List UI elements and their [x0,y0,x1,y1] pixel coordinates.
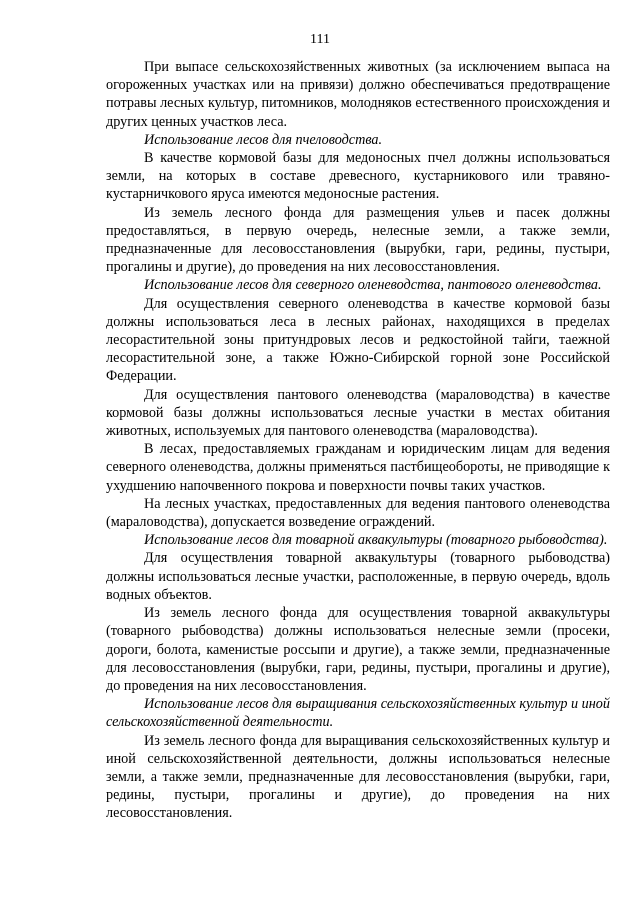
paragraph: Для осуществления пантового оленеводства (мараловодства) в качестве кормовой базы должны использоваться лесные участки в местах обитания животных, используемых для пантового оленеводства (мараловодства). [106,386,610,440]
section-heading: Использование лесов для товарной аквакультуры (товарного рыбоводства). [144,532,608,549]
section-heading: Использование лесов для выращивания сельскохозяйственных культур и иной сельскохозяйственной деятельности. [106,696,610,731]
page-number: 111 [310,32,330,47]
paragraph: При выпасе сельскохозяйственных животных (за исключением выпаса на огороженных участках или на привязи) должно обеспечиваться предотвращение потравы лесных культур, питомников, молодняков естественного происхождения и других ценных участков леса. [106,59,610,130]
section-heading: Использование лесов для северного оленеводства, пантового оленеводства. [144,277,602,294]
paragraph: Для осуществления товарной аквакультуры (товарного рыбоводства) должны использоваться лесные участки, расположенные, в первую очередь, вдоль водных объектов. [106,550,610,603]
section-heading: Использование лесов для пчеловодства. [144,131,383,148]
paragraph: Из земель лесного фонда для размещения ульев и пасек должны предоставляться, в первую очередь, нелесные земли, а также земли, предназначенные для лесовосстановления (вырубки, гари, редины, пустыри, прогалины и другие), до проведения на них лесовосстановления. [106,204,610,276]
paragraph: В лесах, предоставляемых гражданам и юридическим лицам для ведения северного оленеводства, должны применяться пастбищеобороты, не приводящие к ухудшению напочвенного покрова и поверхности почвы таких участков. [106,441,610,494]
paragraph: Из земель лесного фонда для осуществления товарной аквакультуры (товарного рыбоводства) должны использоваться нелесные земли (просеки, дороги, болота, каменистые россыпи и другие), а также земли, предназначенные для лесовосстановления (вырубки, гари, редины, пустыри, прогалины и другие), до проведения на них лесовосстановления. [106,605,610,694]
paragraph: В качестве кормовой базы для медоносных пчел должны использоваться земли, на которых в составе древесного, кустарникового или травяно-кустарничкового яруса имеются медоносные растения. [106,150,610,203]
paragraph: Для осуществления северного оленеводства в качестве кормовой базы должны использоваться леса в лесных районах, находящихся в пределах лесорастительной зоны притундровых лесов и редкостойной тайги, таежной лесорастительной зоне, а также Южно-Сибирской горной зоне Российской Федерации. [106,295,610,385]
paragraph: Из земель лесного фонда для выращивания сельскохозяйственных культур и иной сельскохозяйственной деятельности, должны использоваться нелесные земли, а также земли, предназначенные для лесовосстановления (вырубки, гари, редины, пустыри, прогалины и другие), до проведения на них лесовосстановления. [106,732,610,822]
document-body [106,58,610,823]
paragraph: На лесных участках, предоставленных для ведения пантового оленеводства (мараловодства), допускается возведение ограждений. [106,495,610,531]
